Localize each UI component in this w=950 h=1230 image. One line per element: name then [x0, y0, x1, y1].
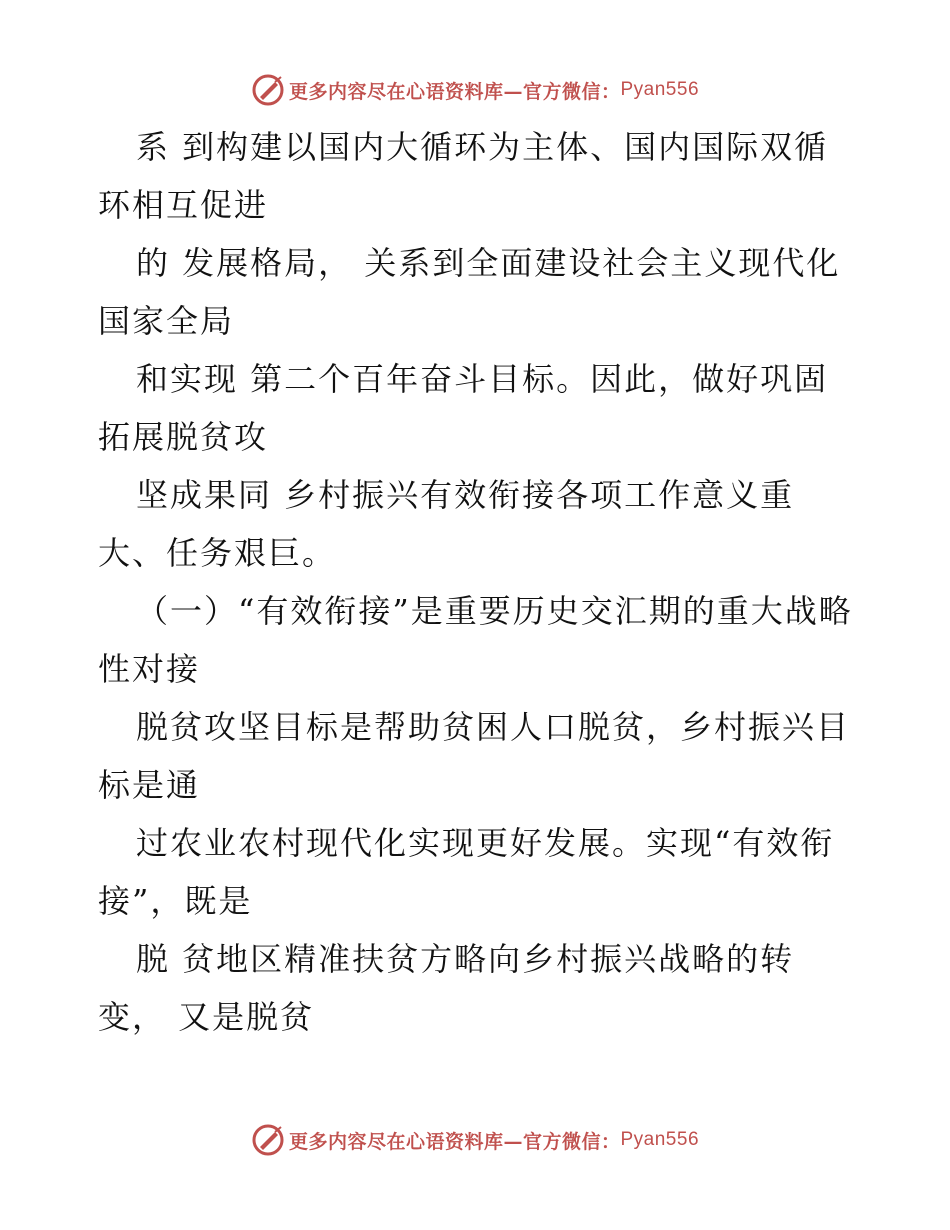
text-line: 和实现 第二个百年奋斗目标。因此，做好巩固 — [136, 360, 829, 398]
text-line: 坚成果同 乡村振兴有效衔接各项工作意义重 — [136, 476, 795, 514]
text-line: 的 发展格局， 关系到全面建设社会主义现代化 — [136, 244, 841, 282]
text-line: 过农业农村现代化实现更好发展。实现“有效衔 — [136, 824, 835, 862]
text-line: 系 到构建以国内大循环为主体、国内国际双循 — [136, 128, 829, 166]
watermark-wechat-id: Pyan556 — [620, 79, 700, 100]
document-body — [98, 118, 858, 1046]
text-line: 国家全局 — [98, 302, 235, 340]
pen-circle-logo-icon — [251, 73, 285, 107]
text-line: 环相互促进 — [98, 186, 269, 224]
section-heading: （一）“有效衔接”是重要历史交汇期的重大战略 — [136, 592, 853, 630]
watermark-text: 更多内容尽在心语资料库—官方微信： — [288, 80, 621, 103]
text-line: 大、任务艰巨。 — [98, 534, 337, 572]
header-watermark — [0, 70, 950, 110]
text-line: 性对接 — [98, 650, 201, 688]
text-line: 标是通 — [98, 766, 201, 804]
text-line: 变， 又是脱贫 — [98, 998, 315, 1036]
text-line: 脱 贫地区精准扶贫方略向乡村振兴战略的转 — [136, 940, 795, 978]
text-line: 拓展脱贫攻 — [98, 418, 269, 456]
text-line: 脱贫攻坚目标是帮助贫困人口脱贫，乡村振兴目 — [136, 708, 851, 746]
footer-watermark — [0, 1120, 950, 1160]
pen-circle-logo-icon — [251, 1123, 285, 1157]
watermark-text: 更多内容尽在心语资料库—官方微信： — [288, 1130, 621, 1153]
text-line: 接”，既是 — [98, 882, 253, 920]
watermark-wechat-id: Pyan556 — [620, 1129, 700, 1150]
